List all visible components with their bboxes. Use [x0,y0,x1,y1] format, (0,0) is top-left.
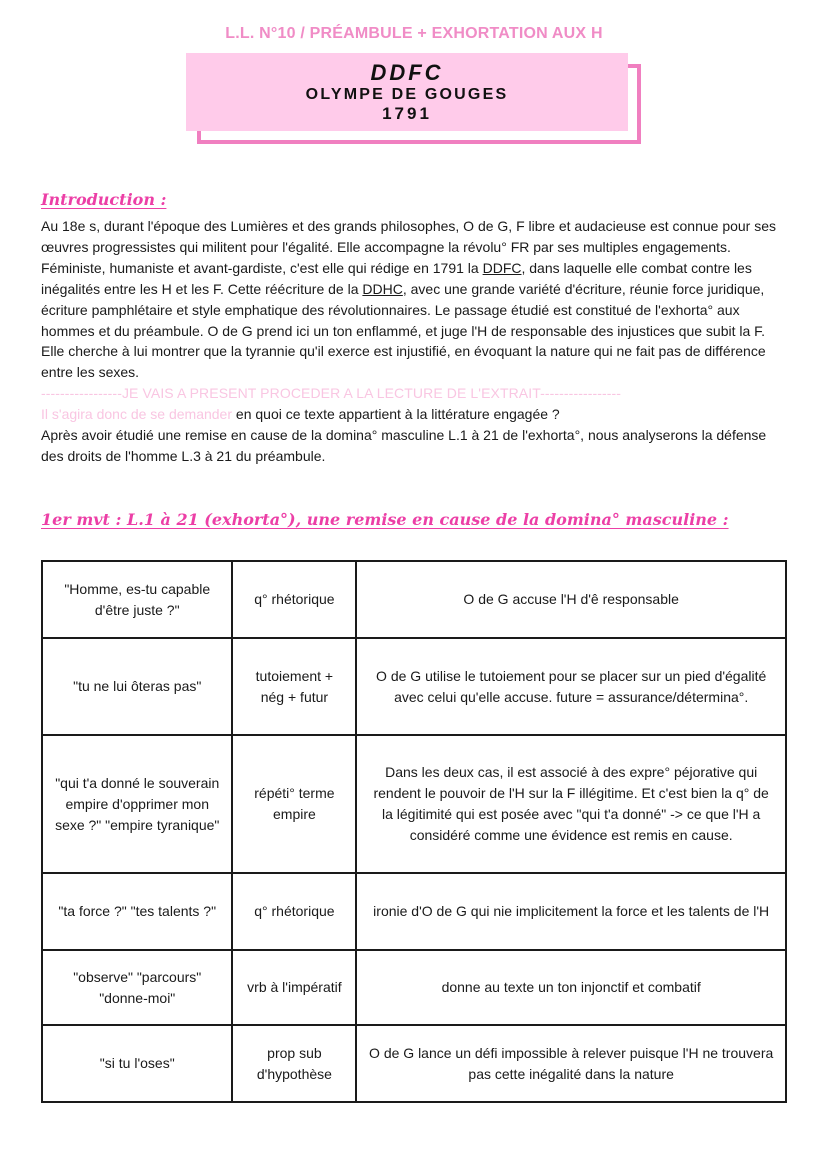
ddhc-term: DDHC [362,280,403,297]
analysis-cell: donne au texte un ton injonctif et combatif [356,950,786,1025]
device-cell: prop sub d'hypothèse [232,1025,356,1102]
introduction-paragraph [41,216,791,383]
table-row [42,950,786,1025]
device-cell: tutoiement + nég + futur [232,638,356,735]
analysis-cell: Dans les deux cas, il est associé à des expre° péjorative qui rendent le pouvoir de l'H sur la F illégitime. Et c'est bien la q° de la légitimité qui est posée avec "qui t'a donné" -> ce que l'H a considéré comme une évidence est remis en cause. [356,735,786,873]
table-row [42,1025,786,1102]
ddfc-term: DDFC [482,259,522,276]
reading-announcement: -----------------JE VAIS A PRESENT PROCEDER A LA LECTURE DE L'EXTRAIT----------------- [41,385,622,402]
quote-cell: "qui t'a donné le souverain empire d'opprimer mon sexe ?" "empire tyranique" [42,735,232,873]
plan-announcement: Après avoir étudié une remise en cause de la domina° masculine L.1 à 21 de l'exhorta°, nous analyserons la défense des droits de l'homme L.3 à 21 du préambule. [41,427,767,464]
table-row [42,735,786,873]
table-row [42,638,786,735]
movement-1-heading: 1er mvt : L.1 à 21 (exhorta°), une remise en cause de la domina° masculine : [41,510,729,529]
analysis-cell: O de G utilise le tutoiement pour se placer sur un pied d'égalité avec celui qu'elle accuse. future = assurance/détermina°. [356,638,786,735]
intro-text-part: , avec une grande variété d'écriture, réunie force juridique, écriture pamphlétaire et style emphatique des révolutionnaires. Le passage étudié est constitué de l'exhorta° aux hommes et du préambule. O de G prend ici un ton enflammé, et juge l'H de responsable des injustices que subit la F. Elle cherche à lui montrer que la tyrannie qu'il exerce est injustifié, en évoquant la nature qui ne fait pas de différence entre les sexes. [41,280,766,381]
quote-cell: "si tu l'oses" [42,1025,232,1102]
device-cell: q° rhétorique [232,561,356,638]
problematic [41,404,791,425]
analysis-cell: ironie d'O de G qui nie implicitement la force et les talents de l'H [356,873,786,950]
introduction-body [41,216,791,467]
analysis-cell: O de G accuse l'H d'ê responsable [356,561,786,638]
table-row [42,873,786,950]
device-cell: vrb à l'impératif [232,950,356,1025]
lesson-label: L.L. N°10 / PRÉAMBULE + EXHORTATION AUX H [225,25,603,42]
table-row [42,561,786,638]
author-name: OLYMPE DE GOUGES [305,86,509,103]
quote-cell: "Homme, es-tu capable d'être juste ?" [42,561,232,638]
title-box [186,53,628,131]
introduction-heading: Introduction : [41,190,167,209]
intro-text-part: , dans laquelle elle combat contre les inégalités entre les H et les F. Cette réécriture de la [41,259,752,297]
intro-text-part: Au 18e s, durant l'époque des Lumières et des grands philosophes, O de G, F libre et audacieuse est connue pour ses œuvres progressistes qui militent pour l'égalité. Elle accompagne la révolu° FR par ses multiples engagements. Féministe, humaniste et avant-gardiste, c'est elle qui rédige en 1791 la [41,218,777,276]
problematic-question: en quoi ce texte appartient à la littérature engagée ? [232,406,560,423]
publication-year: 1791 [382,104,432,123]
work-title: DDFC [370,60,444,85]
problematic-lead: Il s'agira donc de se demander [41,406,233,423]
device-cell: répéti° terme empire [232,735,356,873]
quote-cell: "observe" "parcours" "donne-moi" [42,950,232,1025]
device-cell: q° rhétorique [232,873,356,950]
analysis-cell: O de G lance un défi impossible à relever puisque l'H ne trouvera pas cette inégalité dans la nature [356,1025,786,1102]
analysis-table [41,560,787,1103]
quote-cell: "ta force ?" "tes talents ?" [42,873,232,950]
quote-cell: "tu ne lui ôteras pas" [42,638,232,735]
